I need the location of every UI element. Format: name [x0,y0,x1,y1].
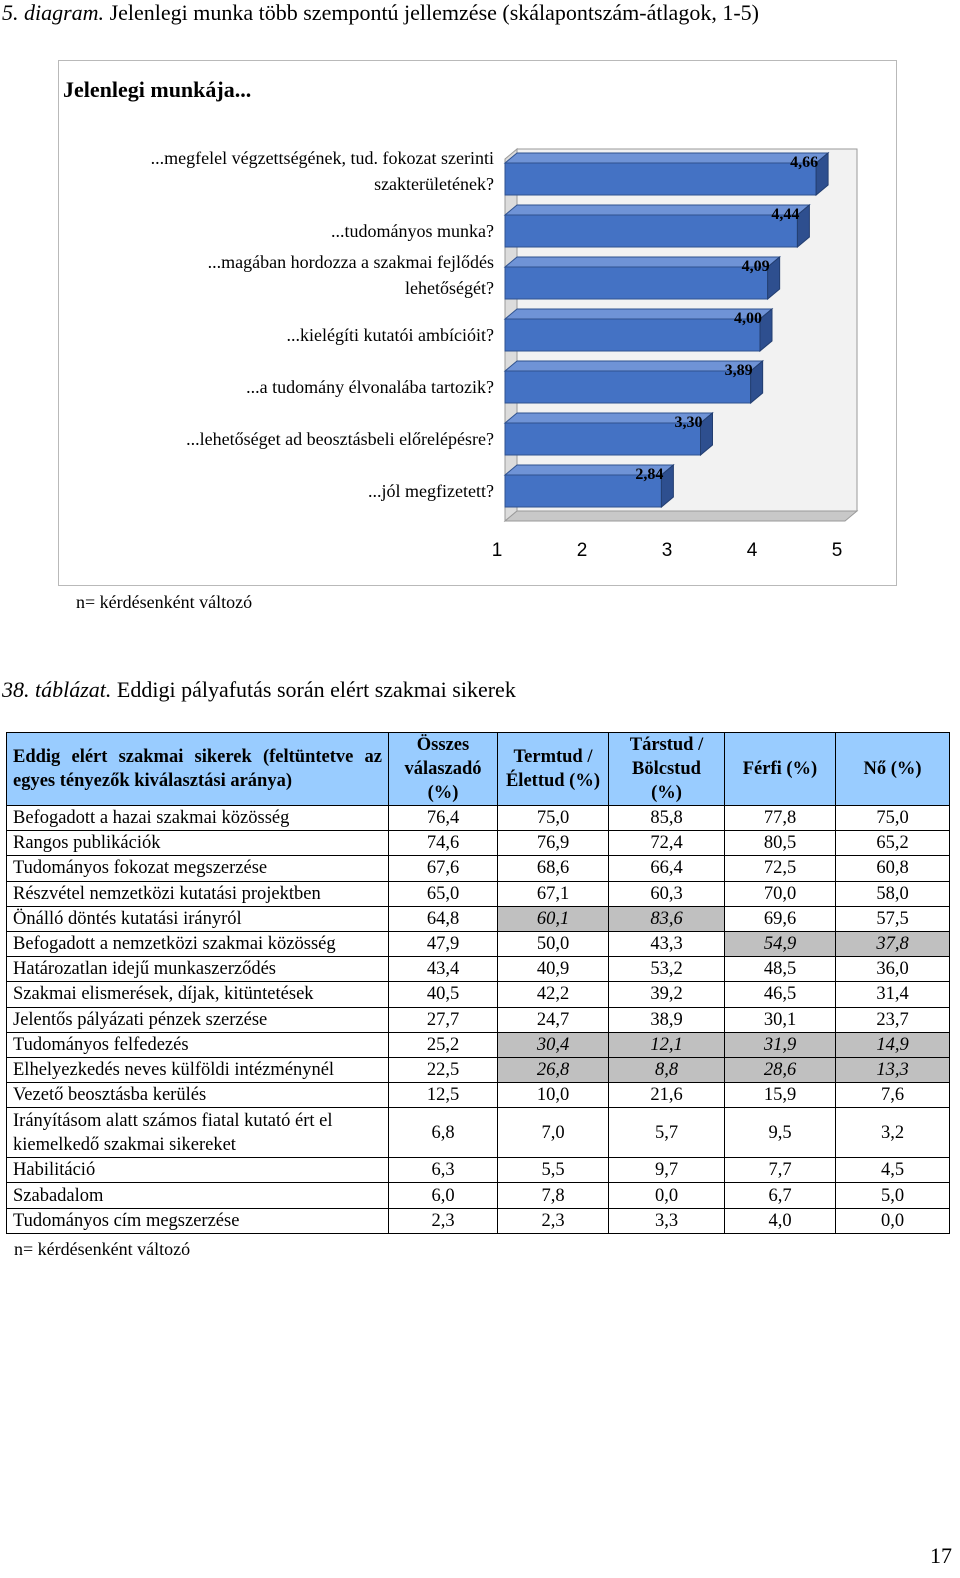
value-cell: 25,2 [389,1032,498,1057]
value-cell: 67,6 [389,856,498,881]
value-cell: 3,2 [836,1108,950,1158]
value-cell: 5,7 [609,1108,725,1158]
value-cell: 6,7 [725,1183,836,1208]
row-label: Önálló döntés kutatási irányról [7,906,389,931]
category-label: ...magában hordozza a szakmai fejlődés [207,252,494,272]
value-cell: 68,6 [498,856,609,881]
value-cell: 48,5 [725,957,836,982]
value-cell: 72,5 [725,856,836,881]
value-cell: 76,4 [389,806,498,831]
row-label: Tudományos felfedezés [7,1032,389,1057]
value-cell: 6,0 [389,1183,498,1208]
category-label: ...kielégíti kutatói ambícióit? [286,325,494,345]
value-cell: 5,5 [498,1158,609,1183]
value-cell: 9,7 [609,1158,725,1183]
value-cell: 36,0 [836,957,950,982]
figure-caption-label: 5. diagram. [2,0,105,25]
value-cell: 3,3 [609,1208,725,1233]
data-label: 3,89 [724,362,753,379]
bar-top [505,309,772,319]
value-cell: 12,5 [389,1083,498,1108]
table-caption-label: 38. táblázat. [2,677,112,702]
value-cell: 60,8 [836,856,950,881]
row-label: Befogadott a hazai szakmai közösség [7,806,389,831]
category-label: ...a tudomány élvonalába tartozik? [246,377,494,397]
value-cell: 21,6 [609,1083,725,1108]
table-row [7,1183,950,1208]
value-cell: 72,4 [609,831,725,856]
category-label: ...lehetőséget ad beosztásbeli előrelépésre? [186,429,494,449]
value-cell: 75,0 [836,806,950,831]
value-cell: 46,5 [725,982,836,1007]
chart-floor [505,511,857,521]
value-cell: 7,8 [498,1183,609,1208]
row-label: Irányításom alatt számos fiatal kutató ért el kiemelkedő szakmai sikereket [7,1108,389,1158]
table-row [7,806,950,831]
value-cell: 8,8 [609,1057,725,1082]
results-table [6,732,950,1234]
value-cell: 65,2 [836,831,950,856]
header-cell: Eddig elért szakmai sikerek (feltüntetve az egyes tényezők kiválasztási aránya) [7,733,389,806]
header-cell: Férfi (%) [725,733,836,806]
value-cell: 22,5 [389,1057,498,1082]
row-label: Elhelyezkedés neves külföldi intézménynél [7,1057,389,1082]
value-cell: 7,0 [498,1108,609,1158]
bar [505,163,816,195]
value-cell: 7,7 [725,1158,836,1183]
table-row [7,1158,950,1183]
table-caption [2,677,516,703]
table-row [7,957,950,982]
value-cell: 39,2 [609,982,725,1007]
value-cell: 40,9 [498,957,609,982]
value-cell: 83,6 [609,906,725,931]
value-cell: 75,0 [498,806,609,831]
figure-caption-text: Jelenlegi munka több szempontú jellemzése (skálapontszám-átlagok, 1-5) [104,0,759,25]
bar-chart [58,60,897,586]
value-cell: 4,0 [725,1208,836,1233]
value-cell: 54,9 [725,931,836,956]
value-cell: 37,8 [836,931,950,956]
value-cell: 38,9 [609,1007,725,1032]
value-cell: 60,3 [609,881,725,906]
value-cell: 31,4 [836,982,950,1007]
category-label: lehetőségét? [405,278,494,298]
value-cell: 27,7 [389,1007,498,1032]
value-cell: 40,5 [389,982,498,1007]
bar-top [505,205,809,215]
value-cell: 12,1 [609,1032,725,1057]
row-label: Tudományos cím megszerzése [7,1208,389,1233]
value-cell: 77,8 [725,806,836,831]
category-label: ...tudományos munka? [331,221,494,241]
value-cell: 5,0 [836,1183,950,1208]
value-cell: 26,8 [498,1057,609,1082]
value-cell: 74,6 [389,831,498,856]
bar [505,423,701,455]
value-cell: 65,0 [389,881,498,906]
figure-caption [2,0,759,26]
value-cell: 30,4 [498,1032,609,1057]
table-header-row [7,733,950,806]
value-cell: 31,9 [725,1032,836,1057]
x-tick-label: 4 [746,540,758,561]
value-cell: 0,0 [836,1208,950,1233]
value-cell: 76,9 [498,831,609,856]
row-label: Szabadalom [7,1183,389,1208]
value-cell: 60,1 [498,906,609,931]
value-cell: 69,6 [725,906,836,931]
value-cell: 7,6 [836,1083,950,1108]
value-cell: 9,5 [725,1108,836,1158]
data-label: 4,09 [741,258,770,275]
row-label: Vezető beosztásba kerülés [7,1083,389,1108]
table-row [7,982,950,1007]
header-cell: Társtud / Bölcstud (%) [609,733,725,806]
page-number: 17 [930,1543,952,1568]
table-row [7,1108,950,1158]
value-cell: 85,8 [609,806,725,831]
x-tick-label: 1 [491,540,503,561]
value-cell: 50,0 [498,931,609,956]
table-row [7,1007,950,1032]
row-label: Részvétel nemzetközi kutatási projektben [7,881,389,906]
row-label: Befogadott a nemzetközi szakmai közösség [7,931,389,956]
value-cell: 47,9 [389,931,498,956]
data-label: 4,44 [771,206,800,223]
row-label: Habilitáció [7,1158,389,1183]
value-cell: 42,2 [498,982,609,1007]
row-label: Szakmai elismerések, díjak, kitüntetések [7,982,389,1007]
value-cell: 2,3 [498,1208,609,1233]
value-cell: 2,3 [389,1208,498,1233]
chart-title: Jelenlegi munkája... [63,77,252,102]
row-label: Jelentős pályázati pénzek szerzése [7,1007,389,1032]
bar-top [505,257,780,267]
data-label: 4,66 [790,154,819,171]
value-cell: 43,3 [609,931,725,956]
value-cell: 70,0 [725,881,836,906]
value-cell: 6,8 [389,1108,498,1158]
table-row [7,906,950,931]
table-row [7,1032,950,1057]
bar [505,319,760,351]
value-cell: 80,5 [725,831,836,856]
data-label: 3,30 [674,414,703,431]
table-row [7,1083,950,1108]
table-caption-text: Eddigi pályafutás során elért szakmai sikerek [111,677,516,702]
value-cell: 64,8 [389,906,498,931]
data-label: 4,00 [734,310,762,327]
row-label: Tudományos fokozat megszerzése [7,856,389,881]
table-row [7,1208,950,1233]
value-cell: 4,5 [836,1158,950,1183]
chart-note: n= kérdésenként változó [76,592,253,612]
chart-svg [59,61,896,585]
category-label: szakterületének? [374,174,494,194]
table-row [7,856,950,881]
table-row [7,931,950,956]
value-cell: 15,9 [725,1083,836,1108]
row-label: Rangos publikációk [7,831,389,856]
header-cell: Nő (%) [836,733,950,806]
value-cell: 14,9 [836,1032,950,1057]
value-cell: 24,7 [498,1007,609,1032]
value-cell: 10,0 [498,1083,609,1108]
x-tick-label: 5 [831,540,843,561]
category-label: ...jól megfizetett? [368,481,494,501]
category-label: ...megfelel végzettségének, tud. fokozat szerinti [150,148,494,168]
bar-top [505,153,828,163]
table-row [7,1057,950,1082]
bar [505,215,797,247]
value-cell: 66,4 [609,856,725,881]
value-cell: 43,4 [389,957,498,982]
value-cell: 0,0 [609,1183,725,1208]
bar [505,371,751,403]
value-cell: 53,2 [609,957,725,982]
value-cell: 30,1 [725,1007,836,1032]
value-cell: 23,7 [836,1007,950,1032]
bar [505,267,768,299]
x-tick-label: 3 [661,540,673,561]
value-cell: 67,1 [498,881,609,906]
row-label: Határozatlan idejű munkaszerződés [7,957,389,982]
value-cell: 57,5 [836,906,950,931]
header-cell: Összes válaszadó (%) [389,733,498,806]
value-cell: 6,3 [389,1158,498,1183]
header-cell: Termtud / Élettud (%) [498,733,609,806]
value-cell: 13,3 [836,1057,950,1082]
value-cell: 58,0 [836,881,950,906]
table-row [7,831,950,856]
value-cell: 28,6 [725,1057,836,1082]
table-row [7,881,950,906]
x-tick-label: 2 [576,540,588,561]
data-label: 2,84 [635,466,664,483]
table-note: n= kérdésenként változó [14,1239,191,1259]
